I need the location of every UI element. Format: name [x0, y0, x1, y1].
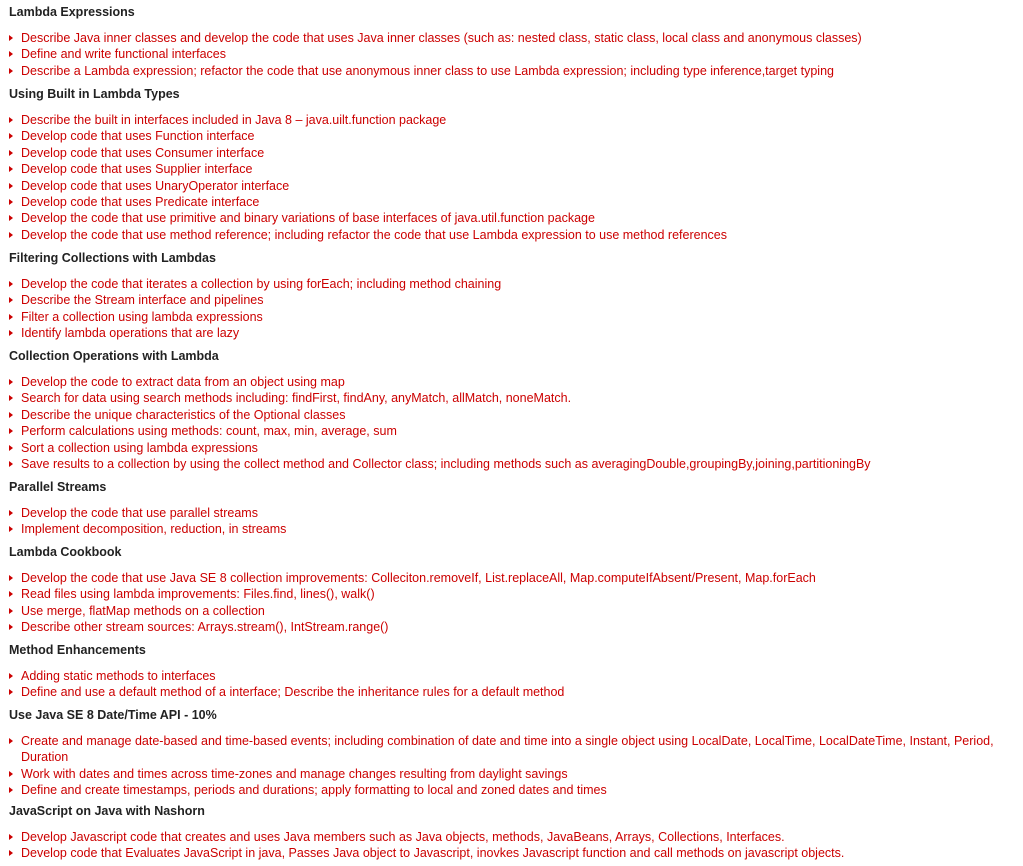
- list-item: [9, 733, 1019, 766]
- bullet-arrow-icon: [9, 624, 13, 630]
- bullet-arrow-icon: [9, 591, 13, 597]
- bullet-arrow-icon: [9, 35, 13, 41]
- list-item: [9, 603, 1019, 619]
- list-item-text: Describe the unique characteristics of the Optional classes: [21, 407, 346, 422]
- bullet-arrow-icon: [9, 232, 13, 238]
- list-item-text: Develop the code that use primitive and binary variations of base interfaces of java.util.function package: [21, 211, 595, 226]
- list-item: [9, 570, 1019, 586]
- bullet-arrow-icon: [9, 738, 13, 744]
- section-title: Filtering Collections with Lambdas: [9, 251, 216, 265]
- list-item: [9, 829, 1019, 845]
- list-item-text: Save results to a collection by using the collect method and Collector class; including methods such as averagingDouble,groupingBy,joining,partitioningBy: [21, 457, 871, 471]
- bullet-arrow-icon: [9, 199, 13, 205]
- list-item-text: Adding static methods to interfaces: [21, 669, 216, 683]
- list-item-text: Describe Java inner classes and develop the code that uses Java inner classes (such as: nested class, static class, local class and anonymous classes): [21, 31, 862, 45]
- bullet-arrow-icon: [9, 297, 13, 303]
- list-item: [9, 128, 1019, 144]
- list-item-text: Filter a collection using lambda expressions: [21, 309, 263, 324]
- bullet-arrow-icon: [9, 689, 13, 695]
- bullet-arrow-icon: [9, 673, 13, 679]
- list-item: [9, 276, 1019, 292]
- bullet-arrow-icon: [9, 314, 13, 320]
- bullet-arrow-icon: [9, 575, 13, 581]
- list-item-text: Develop the code that iterates a collection by using forEach; including method chaining: [21, 277, 502, 291]
- list-item-text: Use merge, flatMap methods on a collection: [21, 603, 265, 618]
- list-item-text: Read files using lambda improvements: Files.find, lines(), walk(): [21, 587, 375, 602]
- bullet-arrow-icon: [9, 787, 13, 793]
- list-item: [9, 210, 1019, 226]
- list-item-text: Develop the code to extract data from an object using map: [21, 375, 345, 389]
- list-item: [9, 456, 1019, 472]
- list-item: [9, 30, 1019, 46]
- list-item: [9, 766, 1019, 782]
- bullet-arrow-icon: [9, 461, 13, 467]
- list-item: [9, 46, 1019, 62]
- bullet-arrow-icon: [9, 850, 13, 856]
- bullet-arrow-icon: [9, 150, 13, 156]
- list-item-text: Develop the code that use parallel streams: [21, 506, 258, 520]
- list-item-text: Develop the code that use method reference; including refactor the code that use Lambda expression to use method references: [21, 227, 727, 242]
- section-title: Lambda Cookbook: [9, 545, 122, 559]
- bullet-arrow-icon: [9, 412, 13, 418]
- bullet-arrow-icon: [9, 330, 13, 336]
- list-item-text: Implement decomposition, reduction, in streams: [21, 522, 287, 537]
- list-item-text: Develop the code that use Java SE 8 collection improvements: Colleciton.removeIf, List.replaceAll, Map.computeIfAbsent/Present, Map.forEach: [21, 571, 816, 585]
- bullet-arrow-icon: [9, 183, 13, 189]
- list-item: [9, 782, 1019, 798]
- list-item-text: Perform calculations using methods: count, max, min, average, sum: [21, 424, 397, 439]
- bullet-arrow-icon: [9, 51, 13, 57]
- bullet-arrow-icon: [9, 215, 13, 221]
- list-item-text: Develop code that uses Predicate interface: [21, 195, 260, 209]
- bullet-arrow-icon: [9, 166, 13, 172]
- bullet-arrow-icon: [9, 608, 13, 614]
- bullet-arrow-icon: [9, 428, 13, 434]
- list-item: [9, 505, 1019, 521]
- list-item-text: Describe a Lambda expression; refactor the code that use anonymous inner class to use Lambda expression; including type inference,target typing: [21, 63, 834, 78]
- list-item-text: Identify lambda operations that are lazy: [21, 326, 240, 341]
- list-item-text: Define and write functional interfaces: [21, 47, 226, 62]
- list-item-text: Search for data using search methods including: findFirst, findAny, anyMatch, allMatch, noneMatch.: [21, 391, 572, 406]
- list-item-text: Sort a collection using lambda expressions: [21, 440, 258, 455]
- bullet-arrow-icon: [9, 834, 13, 840]
- list-item: [9, 586, 1019, 602]
- bullet-arrow-icon: [9, 117, 13, 123]
- list-item: [9, 292, 1019, 308]
- list-item: [9, 423, 1019, 439]
- list-item-text: Develop code that uses Supplier interface: [21, 162, 253, 177]
- bullet-arrow-icon: [9, 395, 13, 401]
- section-title: Parallel Streams: [9, 480, 107, 494]
- bullet-arrow-icon: [9, 281, 13, 287]
- list-item: [9, 227, 1019, 243]
- list-item-text: Develop code that uses UnaryOperator interface: [21, 178, 290, 193]
- list-item-text: Create and manage date-based and time-based events; including combination of date and time into a single object using LocalDate, LocalTime, LocalDateTime, Instant, Period, Duration: [21, 734, 994, 765]
- list-item: [9, 521, 1019, 537]
- list-item: [9, 668, 1019, 684]
- list-item-text: Describe the Stream interface and pipelines: [21, 293, 264, 308]
- list-item: [9, 325, 1019, 341]
- section-title: JavaScript on Java with Nashorn: [9, 804, 205, 818]
- list-item-text: Define and create timestamps, periods and durations; apply formatting to local and zoned dates and times: [21, 783, 607, 798]
- list-item-text: Define and use a default method of a interface; Describe the inheritance rules for a default method: [21, 685, 565, 700]
- list-item: [9, 63, 1019, 79]
- bullet-arrow-icon: [9, 133, 13, 139]
- bullet-arrow-icon: [9, 771, 13, 777]
- section-title: Method Enhancements: [9, 643, 146, 657]
- section-title: Using Built in Lambda Types: [9, 87, 180, 101]
- list-item-text: Describe the built in interfaces included in Java 8 – java.uilt.function package: [21, 113, 447, 127]
- section-title: Lambda Expressions: [9, 5, 135, 19]
- section-title: Collection Operations with Lambda: [9, 349, 219, 363]
- bullet-arrow-icon: [9, 445, 13, 451]
- list-item-text: Develop code that uses Function interface: [21, 129, 255, 144]
- list-item: [9, 440, 1019, 456]
- list-item: [9, 161, 1019, 177]
- bullet-arrow-icon: [9, 510, 13, 516]
- list-item-text: Work with dates and times across time-zones and manage changes resulting from daylight savings: [21, 766, 568, 781]
- list-item: [9, 390, 1019, 406]
- list-item: [9, 407, 1019, 423]
- list-item: [9, 178, 1019, 194]
- list-item: [9, 845, 1019, 861]
- list-item: [9, 194, 1019, 210]
- list-item: [9, 619, 1019, 635]
- list-item: [9, 309, 1019, 325]
- list-item-text: Describe other stream sources: Arrays.stream(), IntStream.range(): [21, 620, 389, 635]
- bullet-arrow-icon: [9, 526, 13, 532]
- bullet-arrow-icon: [9, 68, 13, 74]
- list-item: [9, 145, 1019, 161]
- list-item: [9, 684, 1019, 700]
- list-item: [9, 374, 1019, 390]
- list-item-text: Develop code that uses Consumer interface: [21, 145, 265, 160]
- list-item-text: Develop Javascript code that creates and uses Java members such as Java objects, methods, JavaBeans, Arrays, Collections, Interfaces.: [21, 830, 785, 844]
- list-item: [9, 112, 1019, 128]
- section-title: Use Java SE 8 Date/Time API - 10%: [9, 708, 217, 722]
- list-item-text: Develop code that Evaluates JavaScript in java, Passes Java object to Javascript, inovkes Javascript function and call methods on javascript objects.: [21, 846, 845, 861]
- bullet-arrow-icon: [9, 379, 13, 385]
